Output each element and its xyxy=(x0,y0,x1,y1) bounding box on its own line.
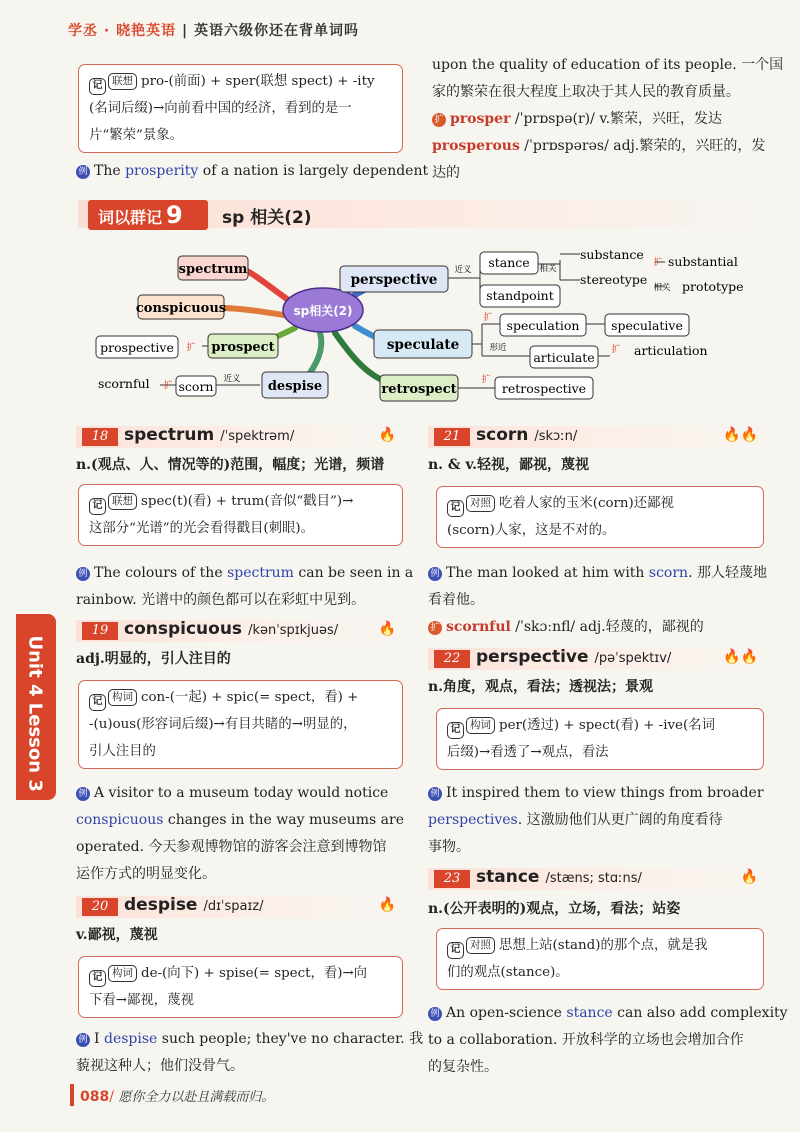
node-prospect: prospect xyxy=(211,340,275,355)
svg-text:扩: 扩 xyxy=(653,258,663,268)
memo-icon: 记 xyxy=(447,722,464,739)
svg-text:近义: 近义 xyxy=(454,265,472,275)
word-header-20: 20 despise /dɪˈspaɪz/ 🔥 xyxy=(76,896,402,918)
tag-ext: 扩 xyxy=(186,343,196,353)
svg-text:扩: 扩 xyxy=(163,381,173,391)
example-icon: 例 xyxy=(76,165,90,179)
node-articulate: articulate xyxy=(533,350,595,365)
memo-icon: 记 xyxy=(447,942,464,959)
node-articulation: articulation xyxy=(634,343,708,358)
page-number: 088 xyxy=(80,1089,110,1105)
example-continued: upon the quality of education of its people. 一个国 家的繁荣在很大程度上取决于其人民的教育质量。 扩 prosper /ˈprɒspə(r)/ v.繁荣，兴旺，发达 prosperous /ˈprɒspərəs/ adj.繁荣的，兴旺的，发 达的 xyxy=(432,57,784,181)
memory-box: 记 对照 吃着人家的玉米(corn)还鄙视 (scorn)人家，这是不对的。 xyxy=(436,486,764,548)
page-header: 学丞 · 晓艳英语 | 英语六级你还在背单词吗 xyxy=(68,23,359,39)
node-conspicuous: conspicuous xyxy=(135,301,227,316)
definition: n.(公开表明的)观点，立场，看法；站姿 xyxy=(428,901,681,917)
node-retrospect: retrospect xyxy=(381,382,457,397)
definition: adj.明显的，引人注目的 xyxy=(76,651,231,667)
unit-tab-label: Unit 4 Lesson 3 xyxy=(24,635,46,792)
mind-map xyxy=(90,238,760,410)
memo-icon: 记 xyxy=(89,78,106,95)
extension-prosper: 扩 prosper /ˈprɒspə(r)/ v.繁荣，兴旺，发达 xyxy=(432,106,783,133)
node-prospective: prospective xyxy=(100,340,174,355)
node-scorn: scorn xyxy=(178,379,214,394)
node-scornful: scornful xyxy=(98,376,150,391)
memo-icon: 记 xyxy=(447,500,464,517)
example-icon: 例 xyxy=(76,1033,90,1047)
center-node: sp相关(2) xyxy=(293,304,353,318)
tag-rel: 相关 xyxy=(539,264,557,274)
node-retrospective: retrospective xyxy=(501,381,587,396)
example-icon: 例 xyxy=(76,567,90,581)
section-badge: 词以群记 9 xyxy=(88,200,208,230)
example-icon: 例 xyxy=(428,567,442,581)
node-stance: stance xyxy=(488,255,530,270)
headword: perspective xyxy=(476,647,589,667)
headword: scorn xyxy=(476,425,529,445)
example-icon: 例 xyxy=(428,1007,442,1021)
headword: spectrum xyxy=(124,425,215,445)
svg-text:相关: 相关 xyxy=(653,283,671,293)
fire-icon: 🔥🔥 xyxy=(723,427,758,443)
headword: despise xyxy=(124,895,198,915)
example-icon: 例 xyxy=(428,787,442,801)
fire-icon: 🔥 xyxy=(378,621,396,637)
footer-bar xyxy=(70,1084,74,1106)
example-sentence: 例 The prosperity of a nation is largely dependent xyxy=(76,158,428,185)
node-speculate: speculate xyxy=(386,337,460,353)
svg-text:扩: 扩 xyxy=(611,345,621,355)
fire-icon: 🔥🔥 xyxy=(723,649,758,665)
node-substantial: substantial xyxy=(668,254,738,269)
fire-icon: 🔥 xyxy=(740,869,758,885)
memo-icon: 记 xyxy=(89,498,106,515)
word-header-18: 18 spectrum /ˈspektrəm/ 🔥 xyxy=(76,426,402,448)
example-sentence: 例 The colours of the spectrum can be seen in a rainbow. 光谱中的颜色都可以在彩虹中见到。 xyxy=(76,565,414,608)
memory-box: 记 联想 spec(t)(看) + trum(音似“戳目”)→ 这部分“光谱”的光会看得戳目(刺眼)。 xyxy=(78,484,403,546)
headword: stance xyxy=(476,867,540,887)
word-header-21: 21 scorn /skɔːn/ 🔥🔥 xyxy=(428,426,764,448)
word-header-22: 22 perspective /pəˈspektɪv/ 🔥🔥 xyxy=(428,648,764,670)
node-spectrum: spectrum xyxy=(178,262,248,277)
example-icon: 例 xyxy=(76,787,90,801)
definition: n. & v.轻视，鄙视，蔑视 xyxy=(428,457,590,473)
node-stereotype: stereotype xyxy=(580,272,648,287)
headword: conspicuous xyxy=(124,619,243,639)
node-prototype: prototype xyxy=(682,279,744,294)
tag-shape: 形近 xyxy=(489,343,507,353)
extend-icon: 扩 xyxy=(432,113,446,127)
memory-box: 记 构词 de-(向下) + spise(= spect，看)→向 下看→鄙视，蔑视 xyxy=(78,956,403,1018)
svg-text:扩: 扩 xyxy=(481,375,491,385)
example-sentence: 例 An open-science stance can also add complexity to a collaboration. 开放科学的立场也会增加合作 的复杂性。 xyxy=(428,1005,788,1075)
definition: v.鄙视，蔑视 xyxy=(76,927,158,943)
node-speculation: speculation xyxy=(506,318,580,333)
word-header-23: 23 stance /stæns; stɑːns/ 🔥 xyxy=(428,868,764,890)
node-speculative: speculative xyxy=(611,318,683,333)
section-title: sp 相关(2) xyxy=(222,208,312,228)
memory-box: 记 对照 思想上站(stand)的那个点，就是我 们的观点(stance)。 xyxy=(436,928,764,990)
svg-text:扩: 扩 xyxy=(483,313,493,323)
fire-icon: 🔥 xyxy=(378,427,396,443)
memory-box: 记 构词 per(透过) + spect(看) + -ive(名词 后缀)→看透了→观点，看法 xyxy=(436,708,764,770)
fire-icon: 🔥 xyxy=(378,897,396,913)
footer: 088/ 愿你全力以赴且满载而归。 xyxy=(80,1089,275,1105)
definition: n.(观点、人、情况等的)范围，幅度；光谱，频谱 xyxy=(76,457,385,473)
memo-icon: 记 xyxy=(89,970,106,987)
word-header-19: 19 conspicuous /kənˈspɪkjuəs/ 🔥 xyxy=(76,620,402,642)
memo-icon: 记 xyxy=(89,694,106,711)
memory-box: 记 联想 pro-(前面) + sper(联想 spect) + -ity (名词后缀)→向前看中国的经济，看到的是一 片“繁荣”景象。 xyxy=(78,64,403,153)
definition: n.角度，观点，看法；透视法；景观 xyxy=(428,679,654,695)
extension-scornful: 扩 scornful /ˈskɔːnfl/ adj.轻蔑的，鄙视的 xyxy=(428,614,767,641)
tag-syn: 近义 xyxy=(223,374,241,384)
extend-icon: 扩 xyxy=(428,621,442,635)
example-sentence: 例 The man looked at him with scorn. 那人轻蔑地 看着他。 扩 scornful /ˈskɔːnfl/ adj.轻蔑的，鄙视的 xyxy=(428,560,767,641)
memory-box: 记 构词 con-(一起) + spic(= spect，看) + -(u)ous(形容词后缀)→有目共睹的→明显的， 引人注目的 xyxy=(78,680,403,769)
example-sentence: 例 A visitor to a museum today would notice conspicuous changes in the way museums are operated. 今天参观博物馆的游客会注意到博物馆 运作方式的明显变化。 xyxy=(76,785,404,882)
node-despise: despise xyxy=(267,379,323,394)
footer-motto: 愿你全力以赴且满载而归。 xyxy=(118,1090,275,1105)
node-perspective: perspective xyxy=(350,272,438,288)
node-standpoint: standpoint xyxy=(486,288,554,303)
node-substance: substance xyxy=(580,247,644,262)
example-sentence: 例 It inspired them to view things from broader perspectives. 这激励他们从更广阔的角度看待 事物。 xyxy=(428,785,764,855)
example-sentence: 例 I despise such people; they've no character. 我 藐视这种人；他们没骨气。 xyxy=(76,1031,424,1074)
extension-prosperous: prosperous /ˈprɒspərəs/ adj.繁荣的，兴旺的，发 xyxy=(432,138,766,154)
